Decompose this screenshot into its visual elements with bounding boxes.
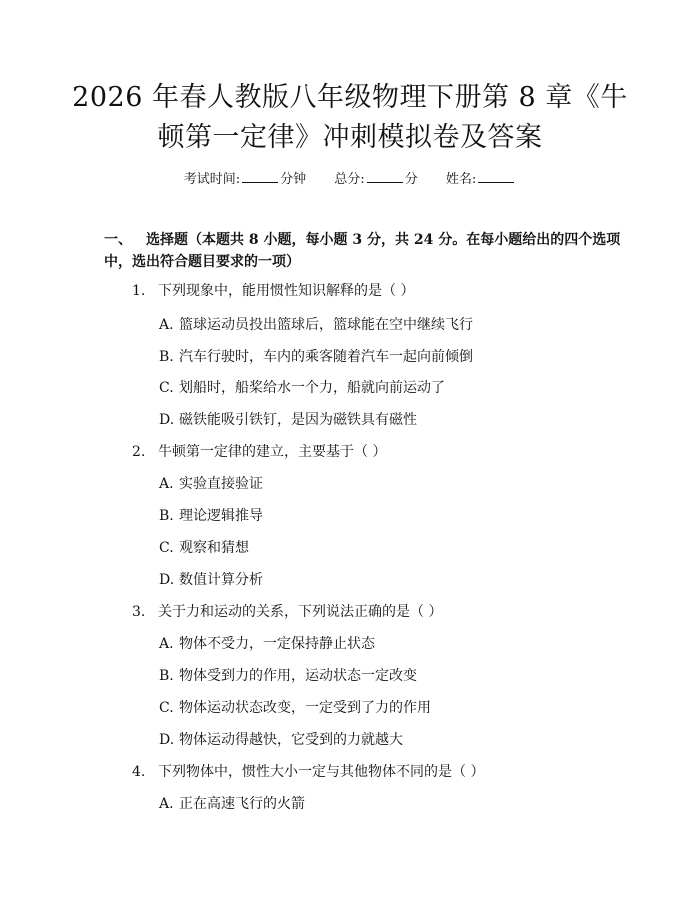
- exam-time-unit: 分钟: [280, 172, 307, 187]
- option-label: C.: [159, 540, 174, 556]
- question-number: 4.: [132, 764, 146, 780]
- question-text: 下列物体中，惯性大小一定与其他物体不同的是（ ）: [158, 764, 485, 780]
- exam-time-field: [184, 168, 306, 190]
- option-text: 汽车行驶时，车内的乘客随着汽车一起向前倾倒: [179, 349, 473, 365]
- question-number: 1.: [132, 283, 146, 299]
- option-label: A.: [159, 317, 174, 333]
- question-number: 3.: [132, 604, 146, 620]
- question-2: [132, 442, 386, 462]
- total-score-unit: 分: [404, 172, 418, 187]
- option-label: A.: [159, 476, 174, 492]
- student-name-blank: [478, 168, 514, 183]
- q3-option-b: [159, 666, 417, 686]
- option-label: D.: [159, 732, 175, 748]
- q2-option-a: [159, 474, 263, 494]
- q1-option-d: [159, 410, 417, 430]
- q2-option-b: [159, 506, 263, 526]
- exam-time-label: 考试时间:: [183, 172, 241, 187]
- option-text: 篮球运动员投出篮球后，篮球能在空中继续飞行: [179, 317, 473, 333]
- q2-option-c: [159, 538, 249, 558]
- option-label: A.: [159, 796, 174, 812]
- option-text: 观察和猜想: [179, 540, 249, 556]
- student-name-field: [446, 168, 516, 190]
- q2-option-d: [159, 570, 263, 590]
- q1-option-b: [159, 347, 473, 367]
- option-label: B.: [159, 668, 174, 684]
- option-label: C.: [159, 700, 174, 716]
- option-text: 物体运动状态改变，一定受到了力的作用: [179, 700, 431, 716]
- option-text: 物体运动得越快，它受到的力就越大: [179, 732, 403, 748]
- option-label: A.: [159, 636, 174, 652]
- option-label: C.: [159, 380, 174, 396]
- question-4: [132, 762, 484, 782]
- option-text: 物体不受力，一定保持静止状态: [179, 636, 375, 652]
- q3-option-c: [159, 698, 431, 718]
- exam-time-blank: [242, 168, 278, 183]
- page-title: 2026 年春人教版八年级物理下册第 8 章《牛顿第一定律》冲刺模拟卷及答案: [72, 82, 628, 153]
- q4-option-a: [159, 794, 305, 814]
- q3-option-a: [159, 634, 375, 654]
- question-1: [132, 281, 414, 301]
- student-name-label: 姓名:: [445, 172, 477, 187]
- total-score-label: 总分:: [334, 172, 365, 187]
- option-text: 理论逻辑推导: [179, 508, 263, 524]
- question-number: 2.: [132, 444, 146, 460]
- q1-option-a: [159, 315, 473, 335]
- option-label: B.: [159, 508, 174, 524]
- section-text: 选择题（本题共 8 小题，每小题 3 分，共 24 分。在每小题给出的四个选项中，选出符合题目要求的一项）: [104, 232, 621, 270]
- option-text: 磁铁能吸引铁钉，是因为磁铁具有磁性: [179, 412, 417, 428]
- question-text: 牛顿第一定律的建立，主要基于（ ）: [158, 444, 387, 460]
- section-heading: [104, 229, 624, 273]
- total-score-blank: [367, 168, 403, 183]
- section-number: 一、: [104, 232, 132, 248]
- question-3: [132, 602, 442, 622]
- q3-option-d: [159, 730, 403, 750]
- option-label: D.: [159, 572, 175, 588]
- option-text: 划船时，船桨给水一个力，船就向前运动了: [179, 380, 445, 396]
- option-text: 正在高速飞行的火箭: [179, 796, 305, 812]
- option-text: 数值计算分析: [179, 572, 263, 588]
- option-label: D.: [159, 412, 175, 428]
- option-label: B.: [159, 349, 174, 365]
- option-text: 物体受到力的作用，运动状态一定改变: [179, 668, 417, 684]
- option-text: 实验直接验证: [179, 476, 263, 492]
- question-text: 下列现象中，能用惯性知识解释的是（ ）: [158, 283, 415, 299]
- exam-info-line: [0, 168, 700, 190]
- total-score-field: [334, 168, 417, 190]
- question-text: 关于力和运动的关系，下列说法正确的是（ ）: [158, 604, 443, 620]
- q1-option-c: [159, 378, 445, 398]
